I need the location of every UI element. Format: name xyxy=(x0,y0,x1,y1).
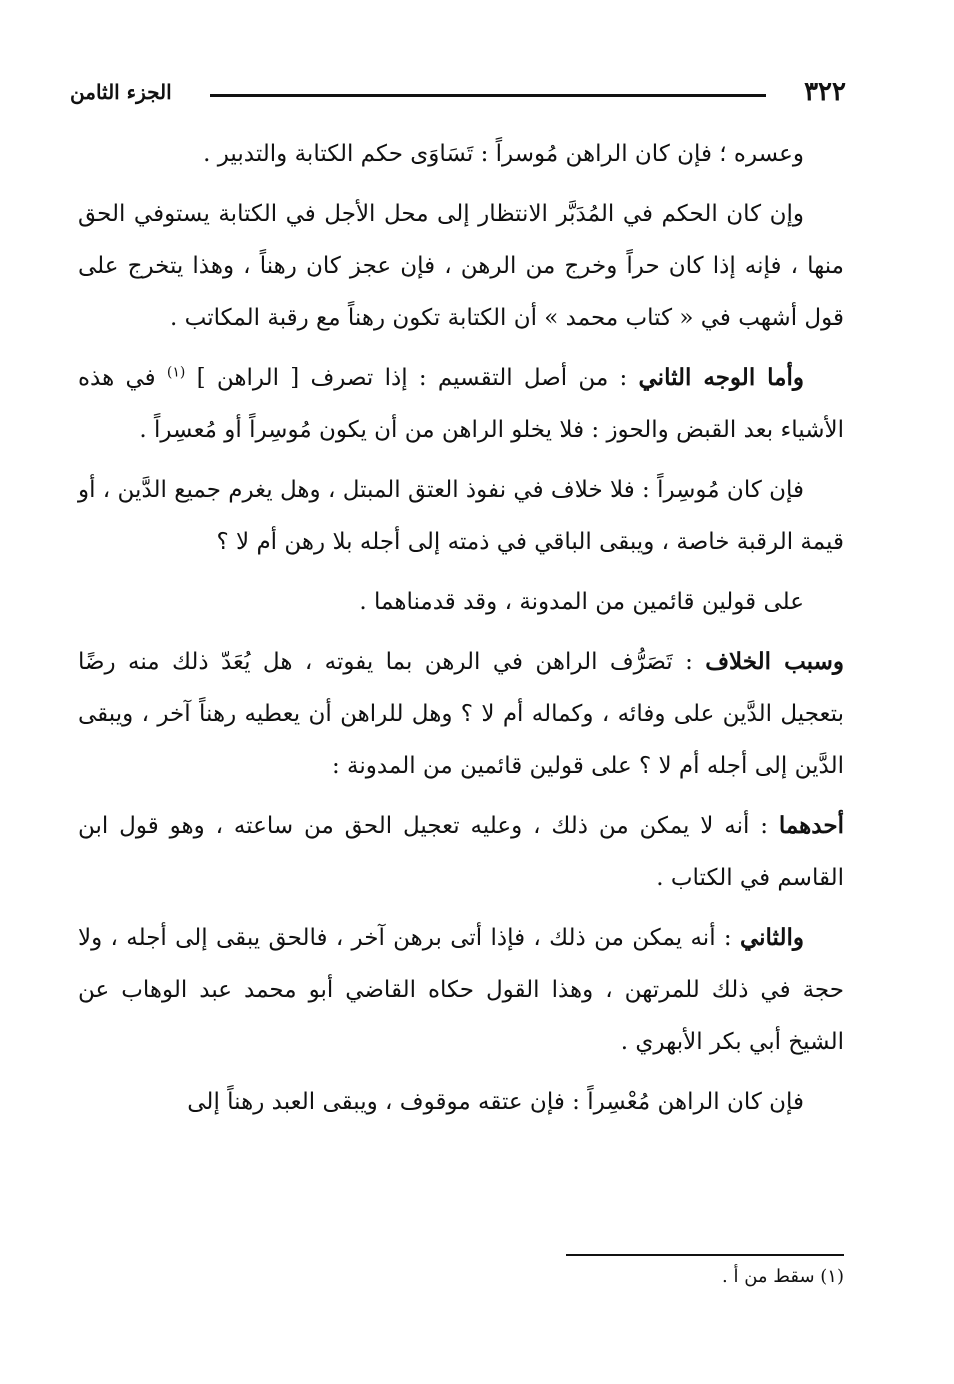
paragraph-lead: والثاني xyxy=(739,924,804,951)
paragraph xyxy=(78,636,844,792)
paragraph-lead: وسبب الخلاف xyxy=(705,648,844,675)
running-header xyxy=(70,72,846,112)
paragraph-text: : أنه لا يمكن من ذلك ، وعليه تعجيل الحق من ساعته ، وهو قول ابن القاسم في الكتاب . xyxy=(78,813,844,891)
paragraph xyxy=(78,912,844,1068)
paragraph-text: وعسره ؛ فإن كان الراهن مُوسراً : تَسَاوَى حكم الكتابة والتدبير . xyxy=(203,141,804,167)
paragraph xyxy=(78,464,844,568)
paragraph xyxy=(78,800,844,904)
header-rule xyxy=(210,94,766,97)
paragraph-lead: أحدهما xyxy=(778,812,844,839)
paragraph-text: : تَصَرُّف الراهن في الرهن بما يفوته ، هل يُعَدّ ذلك منه رضًا بتعجيل الدَّين على وفائه ، وكماله أم لا ؟ وهل للراهن أن يعطيه رهناً آخر ، ويبقى الدَّين إلى أجله أم لا ؟ على قولين قائمين من المدونة : xyxy=(78,649,844,779)
paragraph-text: فإن كان مُوسِراً : فلا خلاف في نفوذ العتق المبتل ، وهل يغرم جميع الدَّين ، أو قيمة الرقبة خاصة ، ويبقى الباقي في ذمته إلى أجله بلا رهن أم لا ؟ xyxy=(78,477,844,555)
paragraph-lead: وأما الوجه الثاني xyxy=(638,364,804,391)
paragraph xyxy=(78,576,844,628)
footnote: (١) سقط من أ . xyxy=(722,1266,844,1287)
paragraph xyxy=(78,188,844,344)
footnote-reference[interactable]: (١) xyxy=(166,364,186,381)
body-text xyxy=(78,128,844,1136)
paragraph-text: في هذه الأشياء بعد القبض والحوز : فلا يخلو الراهن من أن يكون مُوسِراً أو مُعسِراً . xyxy=(78,365,844,443)
paragraph-text: على قولين قائمين من المدونة ، وقد قدمناهما . xyxy=(359,589,804,615)
paragraph-text: وإن كان الحكم في المُدَبَّر الانتظار إلى محل الأجل في الكتابة يستوفي الحق منها ، فإنه إذا كان حراً وخرج من الرهن ، فإن عجز كان رهناً ، وهذا يتخرج على قول أشهب في « كتاب محمد » أن الكتابة تكون رهناً مع رقبة المكاتب . xyxy=(78,201,844,331)
paragraph xyxy=(78,1076,844,1128)
paragraph-text: : من أصل التقسيم : إذا تصرف [ الراهن ] xyxy=(185,365,639,391)
paragraph-text: فإن كان الراهن مُعْسِراً : فإن عتقه موقوف ، ويبقى العبد رهناً إلى xyxy=(187,1089,804,1115)
paragraph xyxy=(78,352,844,456)
page-number: ٣٢٢ xyxy=(804,77,846,107)
paragraph-text: : أنه يمكن من ذلك ، فإذا أتى برهن آخر ، فالحق يبقى إلى أجله ، ولا حجة في ذلك للمرتهن ، وهذا القول حكاه القاضي أبو محمد عبد الوهاب عن الشيخ أبي بكر الأبهري . xyxy=(78,925,844,1055)
running-title: الجزء الثامن xyxy=(70,80,172,104)
footnote-rule xyxy=(566,1254,844,1256)
paragraph xyxy=(78,128,844,180)
